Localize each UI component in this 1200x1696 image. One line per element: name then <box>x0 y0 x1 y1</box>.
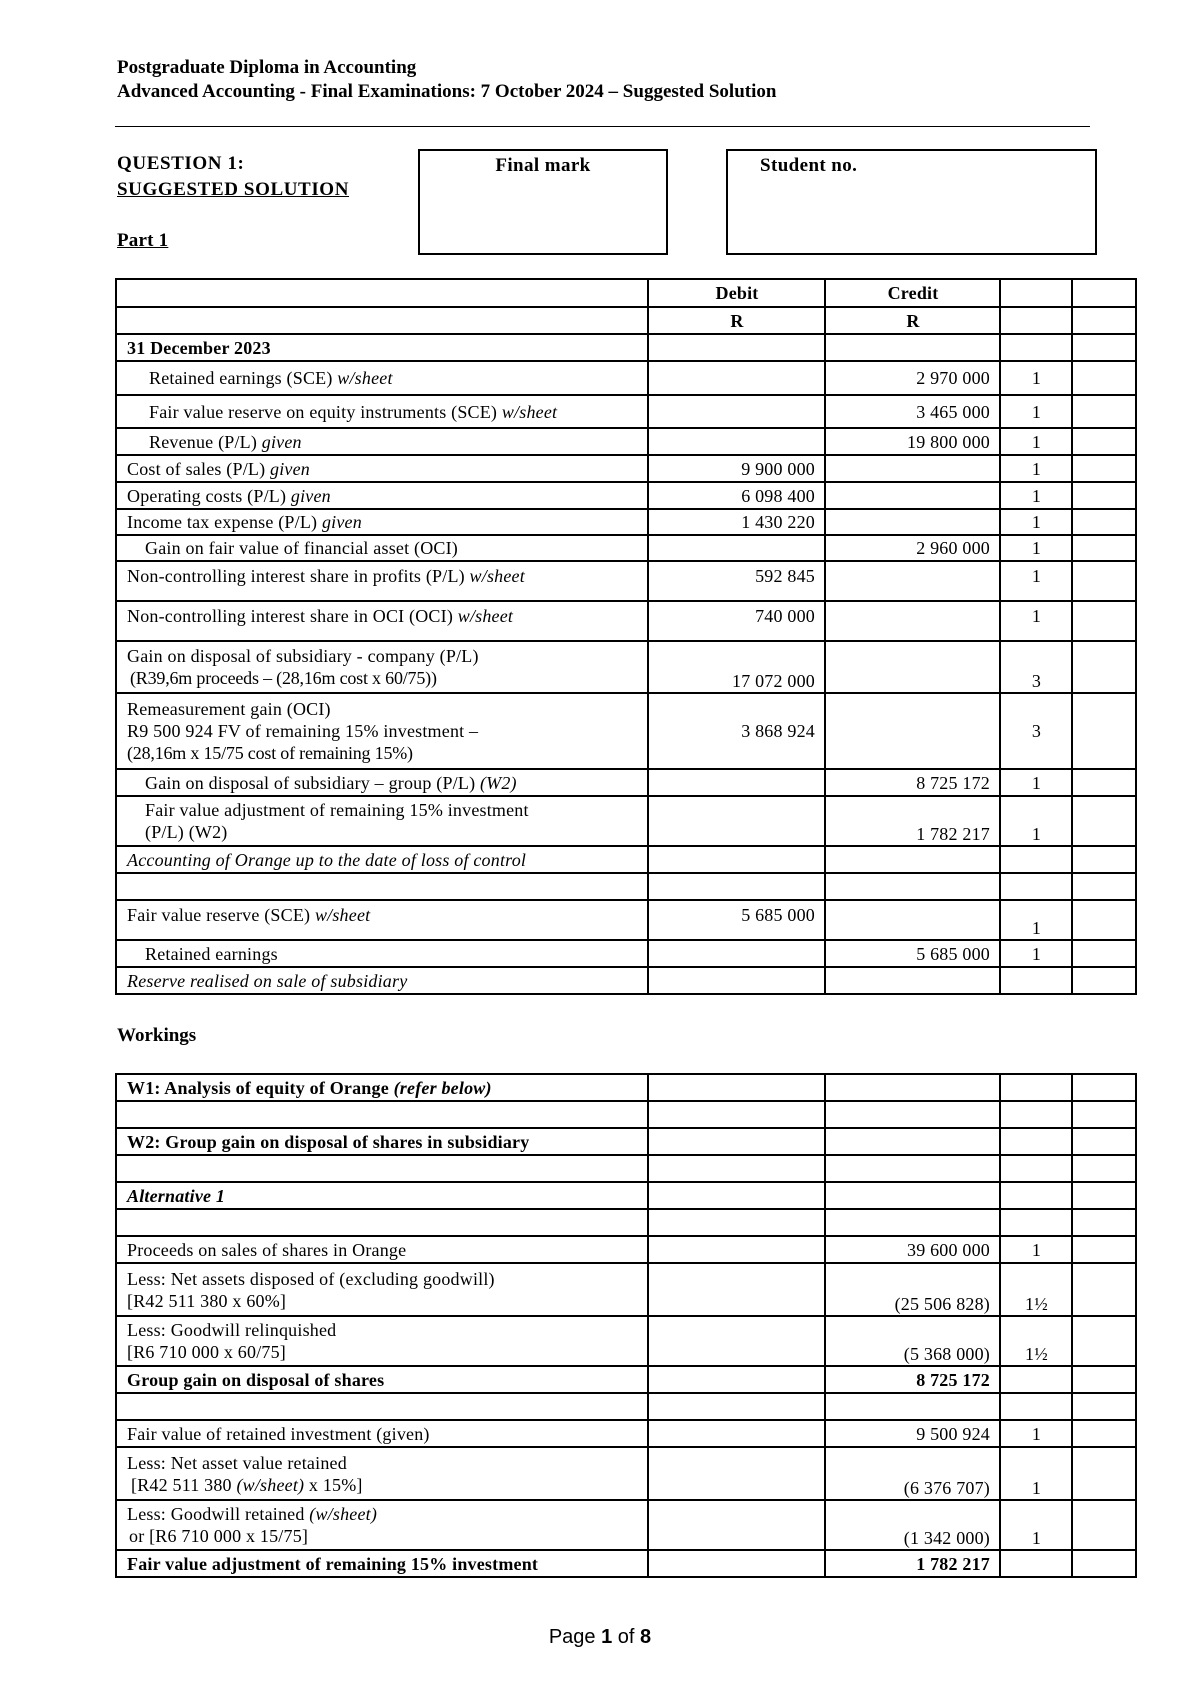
account-cell: Gain on disposal of subsidiary - company (P/L) (R39,6m proceeds – (28,16m cost x 60/75)) <box>116 641 648 693</box>
account-cell: Fair value reserve (SCE) w/sheet <box>116 900 648 940</box>
debit-cell: 5 685 000 <box>648 900 825 940</box>
account-cell: Retained earnings <box>116 940 648 967</box>
working-label: Less: Goodwill retained (w/sheet) or [R6 710 000 x 15/75] <box>116 1500 648 1550</box>
table-row <box>116 1263 1136 1316</box>
table-row <box>116 796 1136 846</box>
w2-title: W2: Group gain on disposal of shares in subsidiary <box>116 1128 648 1155</box>
working-amount: (25 506 828) <box>825 1263 1000 1316</box>
credit-cell: 2 960 000 <box>825 535 1000 561</box>
mark-cell: 1 <box>1000 509 1072 535</box>
mark-cell: 1 <box>1000 535 1072 561</box>
table-row <box>116 900 1136 940</box>
table-row <box>116 967 1136 994</box>
mark-cell: 1 <box>1000 900 1072 940</box>
table-row <box>116 641 1136 693</box>
working-label: Fair value of retained investment (given) <box>116 1420 648 1447</box>
mark-cell: 1½ <box>1000 1263 1072 1316</box>
mark-cell: 1 <box>1000 482 1072 509</box>
working-label: Proceeds on sales of shares in Orange <box>116 1236 648 1263</box>
mark-cell: 1½ <box>1000 1316 1072 1366</box>
working-label: Less: Net assets disposed of (excluding goodwill) [R42 511 380 x 60%] <box>116 1263 648 1316</box>
document-subtitle: Advanced Accounting - Final Examinations: 7 October 2024 – Suggested Solution <box>117 81 777 102</box>
table-row <box>116 455 1136 482</box>
debit-cell: 6 098 400 <box>648 482 825 509</box>
table-row <box>116 1209 1136 1236</box>
account-cell: Revenue (P/L) given <box>116 428 648 455</box>
working-total-label: Fair value adjustment of remaining 15% investment <box>116 1550 648 1577</box>
table-row <box>116 482 1136 509</box>
table-row <box>116 1420 1136 1447</box>
table-row <box>116 1393 1136 1420</box>
credit-header: Credit <box>825 279 1000 307</box>
account-cell: Fair value adjustment of remaining 15% investment (P/L) (W2) <box>116 796 648 846</box>
working-amount: 39 600 000 <box>825 1236 1000 1263</box>
table-row <box>116 1447 1136 1500</box>
account-cell: Gain on disposal of subsidiary – group (P/L) (W2) <box>116 769 648 796</box>
account-cell: Retained earnings (SCE) w/sheet <box>116 361 648 395</box>
table-row <box>116 1101 1136 1128</box>
account-cell: Gain on fair value of financial asset (OCI) <box>116 535 648 561</box>
mark-cell: 1 <box>1000 361 1072 395</box>
table-row <box>116 693 1136 769</box>
account-cell: Operating costs (P/L) given <box>116 482 648 509</box>
mark-cell: 3 <box>1000 641 1072 693</box>
page-total: 8 <box>640 1626 652 1648</box>
table-row <box>116 601 1136 641</box>
account-cell: Non-controlling interest share in OCI (OCI) w/sheet <box>116 601 648 641</box>
credit-cell: 19 800 000 <box>825 428 1000 455</box>
alternative-label: Alternative 1 <box>116 1182 648 1209</box>
header-divider <box>115 126 1090 127</box>
final-mark-box <box>418 149 668 255</box>
table-row <box>116 1074 1136 1101</box>
credit-cell: 5 685 000 <box>825 940 1000 967</box>
workings-table <box>115 1073 1137 1578</box>
table-row <box>116 1128 1136 1155</box>
final-mark-label: Final mark <box>495 155 591 176</box>
table-row <box>116 1500 1136 1550</box>
working-amount: 9 500 924 <box>825 1420 1000 1447</box>
table-row <box>116 561 1136 601</box>
account-cell: Fair value reserve on equity instruments (SCE) w/sheet <box>116 395 648 428</box>
page-number: 1 <box>601 1626 613 1648</box>
table-row <box>116 1366 1136 1393</box>
question-subtitle: SUGGESTED SOLUTION <box>117 179 350 200</box>
debit-cell: 740 000 <box>648 601 825 641</box>
debit-currency: R <box>648 307 825 334</box>
journal-narration: Accounting of Orange up to the date of loss of control <box>116 846 648 873</box>
debit-cell: 1 430 220 <box>648 509 825 535</box>
mark-cell: 1 <box>1000 428 1072 455</box>
table-row <box>116 1182 1136 1209</box>
debit-cell: 592 845 <box>648 561 825 601</box>
table-row <box>116 769 1136 796</box>
mark-cell: 1 <box>1000 769 1072 796</box>
mark-cell: 1 <box>1000 796 1072 846</box>
journal-narration: Reserve realised on sale of subsidiary <box>116 967 648 994</box>
table-row <box>116 535 1136 561</box>
account-cell: Non-controlling interest share in profits (P/L) w/sheet <box>116 561 648 601</box>
document-title: Postgraduate Diploma in Accounting <box>117 57 417 78</box>
table-row <box>116 1236 1136 1263</box>
student-number-box <box>726 149 1097 255</box>
mark-cell: 1 <box>1000 561 1072 601</box>
account-cell: Cost of sales (P/L) given <box>116 455 648 482</box>
working-total-label: Group gain on disposal of shares <box>116 1366 648 1393</box>
working-total-amount: 1 782 217 <box>825 1550 1000 1577</box>
mark-cell: 1 <box>1000 395 1072 428</box>
working-amount: (6 376 707) <box>825 1447 1000 1500</box>
mark-cell: 1 <box>1000 1236 1072 1263</box>
table-row <box>116 307 1136 334</box>
table-row <box>116 940 1136 967</box>
mark-cell: 1 <box>1000 1447 1072 1500</box>
working-total-amount: 8 725 172 <box>825 1366 1000 1393</box>
credit-cell: 8 725 172 <box>825 769 1000 796</box>
mark-cell: 1 <box>1000 1500 1072 1550</box>
table-row <box>116 1316 1136 1366</box>
w1-title: W1: Analysis of equity of Orange (refer below) <box>116 1074 648 1101</box>
working-amount: (5 368 000) <box>825 1316 1000 1366</box>
table-row <box>116 395 1136 428</box>
table-row <box>116 509 1136 535</box>
working-label: Less: Goodwill relinquished [R6 710 000 x 60/75] <box>116 1316 648 1366</box>
table-row <box>116 846 1136 873</box>
table-row <box>116 1550 1136 1577</box>
student-number-label: Student no. <box>760 155 858 176</box>
credit-cell: 1 782 217 <box>825 796 1000 846</box>
working-amount: (1 342 000) <box>825 1500 1000 1550</box>
table-row <box>116 361 1136 395</box>
workings-heading: Workings <box>117 1025 197 1046</box>
account-cell: Income tax expense (P/L) given <box>116 509 648 535</box>
table-row <box>116 873 1136 900</box>
page-footer: Page 1 of 8 <box>548 1626 652 1648</box>
credit-currency: R <box>825 307 1000 334</box>
table-row <box>116 1155 1136 1182</box>
account-cell: Remeasurement gain (OCI) R9 500 924 FV of remaining 15% investment – (28,16m x 15/75 cost of remaining 15%) <box>116 693 648 769</box>
credit-cell: 3 465 000 <box>825 395 1000 428</box>
part-heading: Part 1 <box>117 230 169 251</box>
table-row <box>116 428 1136 455</box>
journal-table <box>115 278 1137 995</box>
debit-cell: 17 072 000 <box>648 641 825 693</box>
debit-cell: 3 868 924 <box>648 693 825 769</box>
debit-cell: 9 900 000 <box>648 455 825 482</box>
credit-cell: 2 970 000 <box>825 361 1000 395</box>
table-row <box>116 279 1136 307</box>
mark-cell: 1 <box>1000 940 1072 967</box>
mark-cell: 3 <box>1000 693 1072 769</box>
mark-cell: 1 <box>1000 455 1072 482</box>
debit-header: Debit <box>648 279 825 307</box>
table-row <box>116 334 1136 361</box>
working-label: Less: Net asset value retained [R42 511 380 (w/sheet) x 15%] <box>116 1447 648 1500</box>
mark-cell: 1 <box>1000 1420 1072 1447</box>
journal-date: 31 December 2023 <box>116 334 648 361</box>
mark-cell: 1 <box>1000 601 1072 641</box>
question-title: QUESTION 1: <box>117 153 245 174</box>
